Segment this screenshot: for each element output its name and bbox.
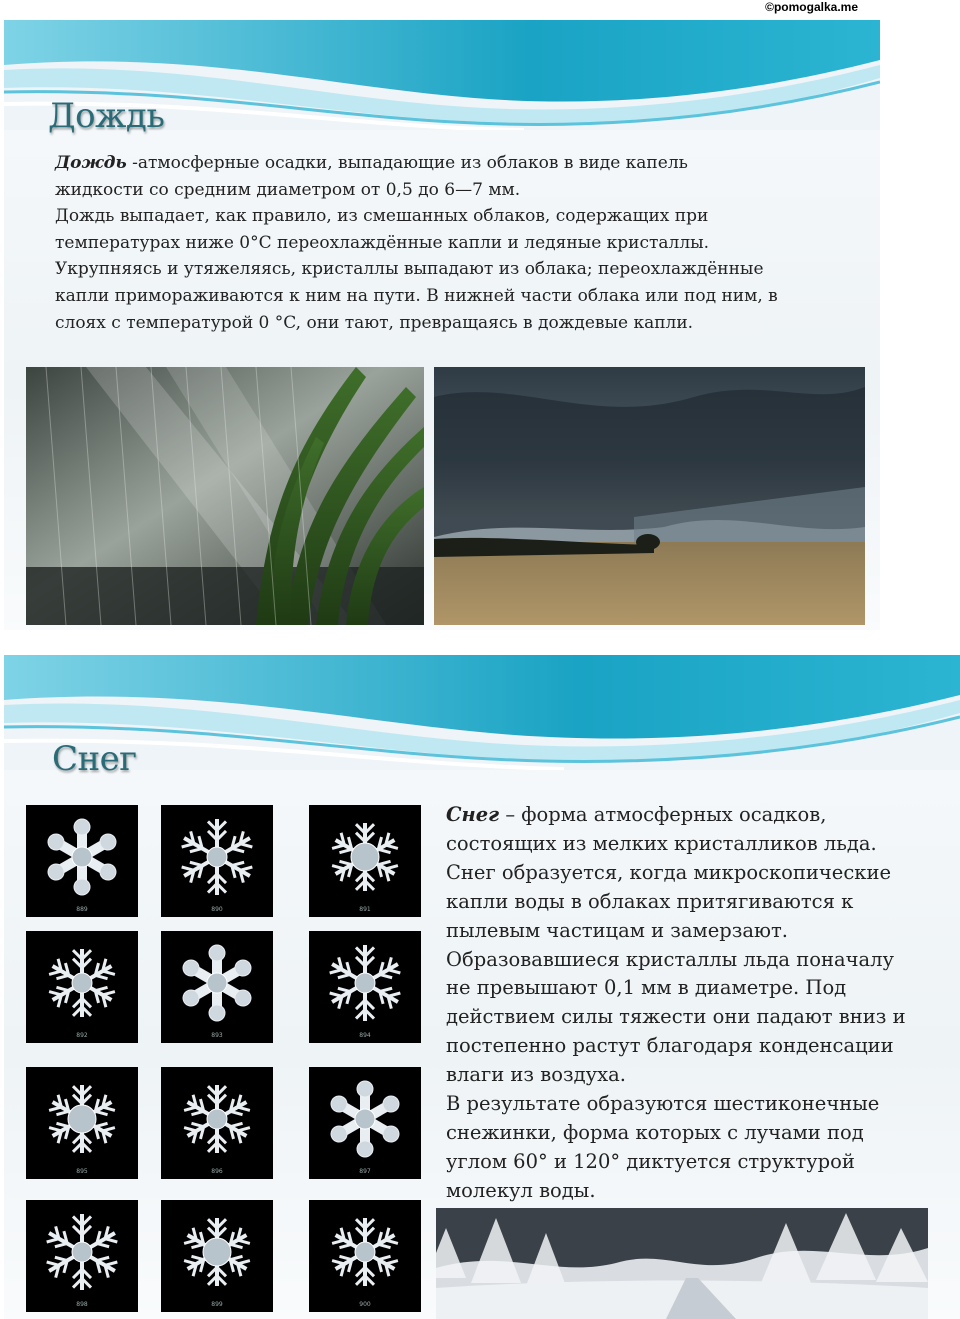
snowflake-image [161, 805, 273, 917]
slide-rain [4, 20, 880, 630]
snowflake-number: 897 [359, 1168, 371, 1175]
snow-paragraph [446, 801, 946, 1206]
snow-line: снежинки, форма которых с лучами под [446, 1120, 864, 1144]
snow-line: Снег образуется, когда микроскопические [446, 860, 891, 884]
header-wave [4, 655, 960, 770]
snowflake-image [309, 1067, 421, 1179]
rain-paragraph [55, 150, 875, 336]
snow-line: пылевым частицам и замерзают. [446, 918, 788, 942]
snowflake-number: 896 [211, 1168, 223, 1175]
snowy-forest-photo [436, 1208, 928, 1319]
rain-line: слоях с температурой 0 °C, они тают, превращаясь в дождевые капли. [55, 312, 694, 333]
snowflake-image [309, 931, 421, 1043]
snowflake-number: 899 [211, 1301, 223, 1308]
snow-title: Снег [52, 739, 137, 779]
rain-title: Дождь [48, 96, 165, 136]
snow-line-1-rest: – форма атмосферных осадков, [499, 803, 827, 826]
snowflake-number: 892 [76, 1032, 88, 1039]
snow-line: не превышают 0,1 мм в диаметре. Под [446, 976, 847, 1000]
snow-line: молекул воды. [446, 1178, 596, 1202]
snowflake-image [309, 1200, 421, 1312]
rain-line: Дождь выпадает, как правило, из смешанных облаков, содержащих при [55, 206, 709, 227]
snow-line: В результате образуются шестиконечные [446, 1092, 880, 1116]
snowflake-image [161, 1200, 273, 1312]
snow-line: углом 60° и 120° диктуется структурой [446, 1149, 855, 1173]
rain-line: жидкости со средним диаметром от 0,5 до 6—7 мм. [55, 179, 521, 200]
snowflake-image [26, 1200, 138, 1312]
snow-line: действием силы тяжести они падают вниз и [446, 1005, 906, 1029]
snowflake-number: 900 [359, 1301, 371, 1308]
snowflake-number: 893 [211, 1032, 223, 1039]
snowflake-image [26, 931, 138, 1043]
rain-grass-photo [26, 367, 424, 625]
rain-line-1-rest: -атмосферные осадки, выпадающие из облаков в виде капель [126, 153, 688, 173]
snowflake-number: 898 [76, 1301, 88, 1308]
snow-line: Образовавшиеся кристаллы льда поначалу [446, 947, 894, 971]
snow-line-1 [446, 801, 946, 830]
snow-line: состоящих из мелких кристалликов льда. [446, 831, 877, 855]
snowflake-number: 895 [76, 1168, 88, 1175]
rain-line: капли примораживаются к ним на пути. В нижней части облака или под ним, в [55, 285, 778, 306]
snowflake-image [309, 805, 421, 917]
snowflake-number: 889 [76, 906, 88, 913]
snow-term: Снег [446, 803, 500, 826]
snowflake-number: 890 [211, 906, 223, 913]
snowflake-image [161, 1067, 273, 1179]
snow-line: влаги из воздуха. [446, 1063, 626, 1087]
snow-line: постепенно растут благодаря конденсации [446, 1034, 894, 1058]
snowflake-image [161, 931, 273, 1043]
snowflake-number: 894 [359, 1032, 371, 1039]
snowflake-image [26, 805, 138, 917]
rain-line-1 [55, 150, 875, 177]
snowflake-image [26, 1067, 138, 1179]
snow-line: капли воды в облаках притягиваются к [446, 889, 854, 913]
rain-term: Дождь [55, 153, 127, 173]
watermark: ©pomogalka.me [765, 0, 858, 14]
rain-line: температурах ниже 0°C переохлаждённые капли и ледяные кристаллы. [55, 232, 710, 253]
rain-line: Укрупняясь и утяжеляясь, кристаллы выпадают из облака; переохлаждённые [55, 259, 764, 280]
storm-field-photo [434, 367, 865, 625]
snowflake-number: 891 [359, 906, 371, 913]
slide-snow [4, 655, 960, 1319]
